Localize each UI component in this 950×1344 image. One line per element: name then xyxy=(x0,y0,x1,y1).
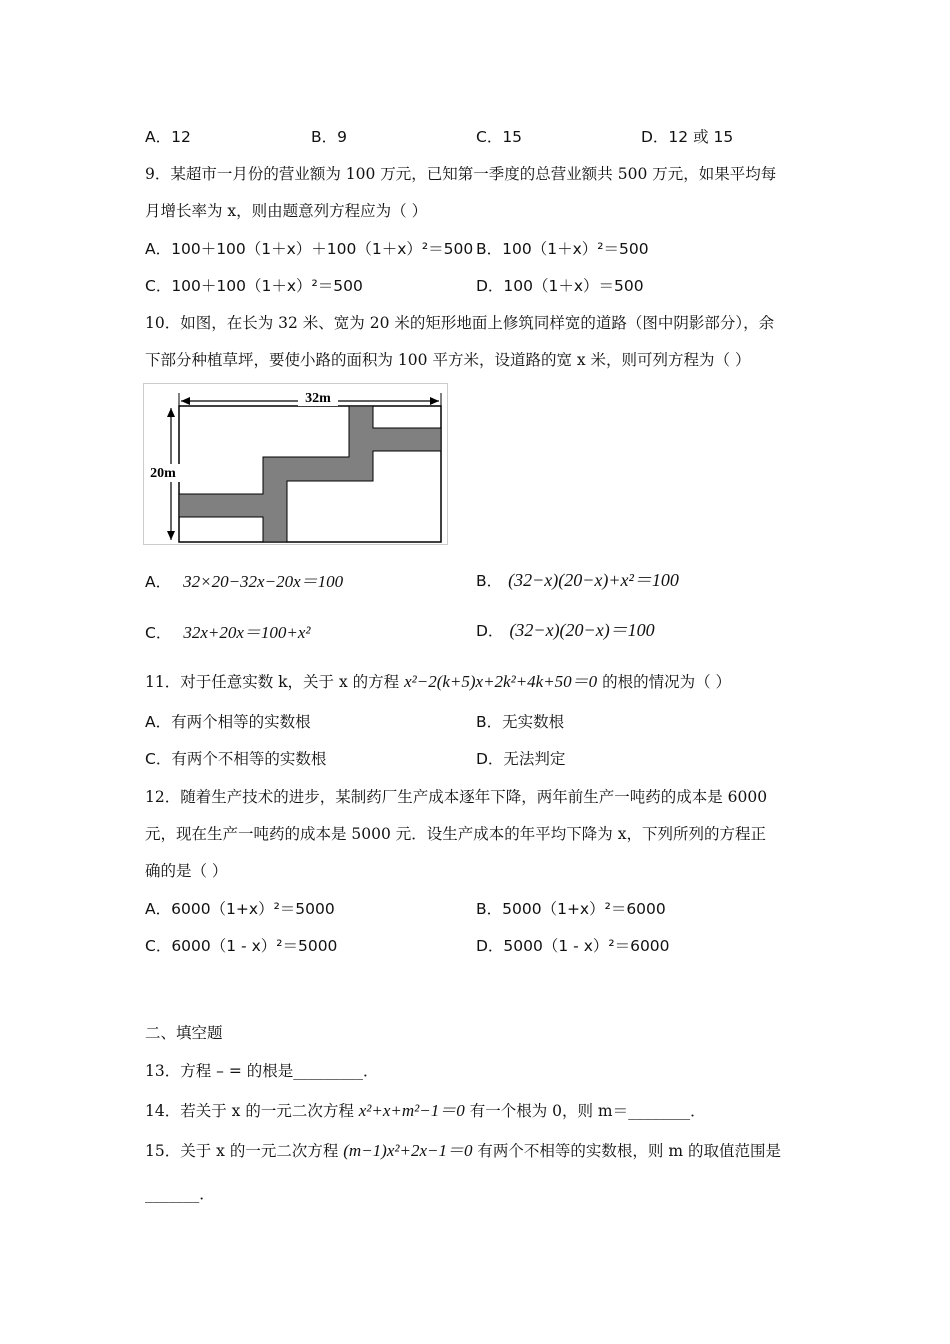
option-c-label: C． xyxy=(145,624,172,642)
option-a-equation: 32×20−32x−20x＝100 xyxy=(183,572,344,591)
q14-equation: x²+x+m²−1＝0 xyxy=(358,1101,465,1120)
q11-equation: x²−2(k+5)x+2k²+4k+50＝0 xyxy=(404,672,598,691)
option-b-label: B． xyxy=(476,572,503,590)
q11-option-c: C．有两个不相等的实数根 xyxy=(145,750,327,768)
q12-stem-line3: 确的是（ ） xyxy=(145,862,228,880)
q13-stem: 13．方程 – = 的根是_________． xyxy=(145,1062,379,1080)
q14-stem: 14．若关于 x 的一元二次方程 x²+x+m²−1＝0 有一个根为 0，则 m＝________． xyxy=(145,1101,706,1120)
q10-option-a xyxy=(145,567,343,592)
q9-option-b: B．100（1＋x）²＝500 xyxy=(476,240,649,258)
q12-stem-line2: 元，现在生产一吨药的成本是 5000 元．设生产成本的年平均下降为 x，下列所列的方程正 xyxy=(145,825,766,843)
q11-option-d: D．无法判定 xyxy=(476,750,566,768)
q10-option-c xyxy=(145,618,311,643)
q12-option-d: D．5000（1 - x）²＝6000 xyxy=(476,937,670,955)
q11-option-b: B．无实数根 xyxy=(476,713,565,731)
q12-option-b: B．5000（1+x）²＝6000 xyxy=(476,900,666,918)
q12-option-a: A．6000（1+x）²＝5000 xyxy=(145,900,335,918)
option-d-label: D． xyxy=(476,622,504,640)
q9-stem-line1: 9．某超市一月份的营业额为 100 万元，已知第一季度的总营业额共 500 万元，如果平均每 xyxy=(145,165,777,183)
q10-stem-line1: 10．如图，在长为 32 米、宽为 20 米的矩形地面上修筑同样宽的道路（图中阴影部分），余 xyxy=(145,314,775,332)
road-diagram xyxy=(144,384,447,544)
q9-option-d: D．100（1＋x）＝500 xyxy=(476,277,644,295)
height-label: 20m xyxy=(150,466,176,481)
option-a-label: A． xyxy=(145,573,172,591)
q15-equation: (m−1)x²+2x−1＝0 xyxy=(343,1141,473,1160)
q8-option-b: B．9 xyxy=(311,128,347,146)
q11-stem: 11．对于任意实数 k，关于 x 的方程 x²−2(k+5)x+2k²+4k+50＝0 的根的情况为（ ） xyxy=(145,672,732,691)
q9-option-a: A．100＋100（1＋x）＋100（1＋x）²＝500 xyxy=(145,240,474,258)
option-d-equation: (32−x)(20−x)＝100 xyxy=(509,620,655,640)
width-arrow-left xyxy=(181,397,190,405)
width-label: 32m xyxy=(305,391,331,406)
q8-option-d: D．12 或 15 xyxy=(641,128,734,146)
q8-option-a: A．12 xyxy=(145,128,191,146)
q10-stem-line2: 下部分种植草坪，要使小路的面积为 100 平方米，设道路的宽 x 米，则可列方程为（ ） xyxy=(145,351,751,369)
height-arrow-bottom xyxy=(167,531,175,540)
q15-stem: 15．关于 x 的一元二次方程 (m−1)x²+2x−1＝0 有两个不相等的实数根，则 m 的取值范围是 xyxy=(145,1141,781,1160)
q9-option-c: C．100＋100（1＋x）²＝500 xyxy=(145,277,363,295)
q10-option-b xyxy=(476,566,679,592)
q10-road-figure xyxy=(143,383,448,545)
option-b-equation: (32−x)(20−x)+x²＝100 xyxy=(508,570,679,590)
q8-option-c: C．15 xyxy=(476,128,523,146)
q12-stem-line1: 12．随着生产技术的进步，某制药厂生产成本逐年下降，两年前生产一吨药的成本是 6000 xyxy=(145,788,768,806)
q9-stem-line2: 月增长率为 x，则由题意列方程应为（ ） xyxy=(145,202,428,220)
height-arrow-top xyxy=(167,408,175,417)
section-title: 二、填空题 xyxy=(145,1024,223,1042)
q12-option-c: C．6000（1 - x）²＝5000 xyxy=(145,937,338,955)
option-c-equation: 32x+20x＝100+x² xyxy=(183,623,311,642)
q10-option-d xyxy=(476,616,655,642)
q15-blank: _______． xyxy=(145,1185,215,1203)
q11-option-a: A．有两个相等的实数根 xyxy=(145,713,311,731)
width-arrow-right xyxy=(430,397,439,405)
